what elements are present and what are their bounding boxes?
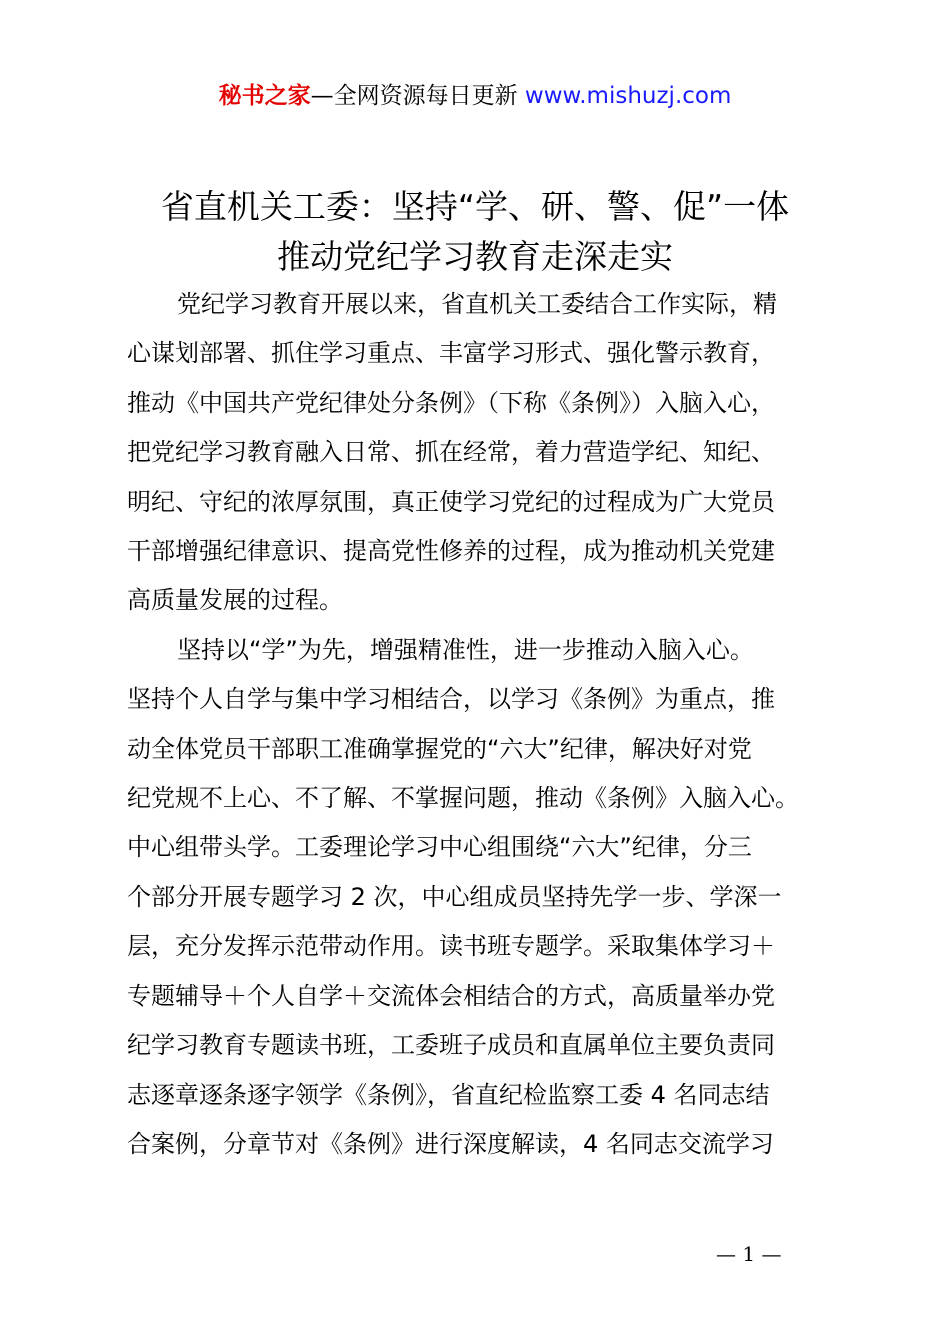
- paragraph-1-line: 推动《中国共产党纪律处分条例》（下称《条例》）入脑入心，: [127, 388, 775, 417]
- paragraph-1-line: 把党纪学习教育融入日常、抓在经常，着力营造学纪、知纪、: [127, 438, 775, 467]
- site-brand: 秘书之家: [218, 83, 311, 109]
- page-number: — 1 —: [716, 1242, 782, 1266]
- paragraph-2-line: 志逐章逐条逐字领学《条例》，省直纪检监察工委 4 名同志结: [127, 1080, 770, 1109]
- paragraph-1-line: 党纪学习教育开展以来，省直机关工委结合工作实际，精: [177, 290, 777, 318]
- paragraph-2-line: 纪学习教育专题读书班，工委班子成员和直属单位主要负责同: [127, 1031, 775, 1060]
- document-body: [127, 280, 833, 1169]
- paragraph-2-line: 坚持以“学”为先，增强精准性，进一步推动入脑入心。: [177, 635, 754, 664]
- paragraph-2-line: 层，充分发挥示范带动作用。读书班专题学。采取集体学习＋: [127, 932, 775, 961]
- document-title: [100, 182, 850, 282]
- paragraph-2-line: 坚持个人自学与集中学习相结合，以学习《条例》为重点，推: [127, 685, 775, 714]
- paragraph-1-line: 心谋划部署、抓住学习重点、丰富学习形式、强化警示教育，: [127, 339, 775, 368]
- paragraph-1-line: 高质量发展的过程。: [127, 586, 343, 615]
- paragraph-2-line: 个部分开展专题学习 2 次，中心组成员坚持先学一步、学深一: [127, 882, 782, 911]
- site-slogan: —全网资源每日更新: [310, 83, 518, 109]
- paragraph-1-line: 明纪、守纪的浓厚氛围，真正使学习党纪的过程成为广大党员: [127, 487, 775, 516]
- paragraph-2-line: 专题辅导＋个人自学＋交流体会相结合的方式，高质量举办党: [127, 981, 775, 1010]
- paragraph-1-line: 干部增强纪律意识、提高党性修养的过程，成为推动机关党建: [127, 537, 775, 566]
- paragraph-2-line: 中心组带头学。工委理论学习中心组围绕“六大”纪律，分三: [127, 833, 752, 862]
- title-line-1: 省直机关工委：坚持“学、研、警、促”一体: [160, 187, 790, 226]
- site-url-link[interactable]: www.mishuzj.com: [524, 83, 732, 109]
- paragraph-2-line: 纪党规不上心、不了解、不掌握问题，推动《条例》入脑入心。: [127, 784, 799, 813]
- paragraph-2-line: 动全体党员干部职工准确掌握党的“六大”纪律，解决好对党: [127, 734, 752, 763]
- title-line-2: 推动党纪学习教育走深走实: [277, 237, 673, 276]
- site-header: [0, 80, 950, 112]
- paragraph-2-line: 合案例，分章节对《条例》进行深度解读，4 名同志交流学习: [127, 1129, 774, 1158]
